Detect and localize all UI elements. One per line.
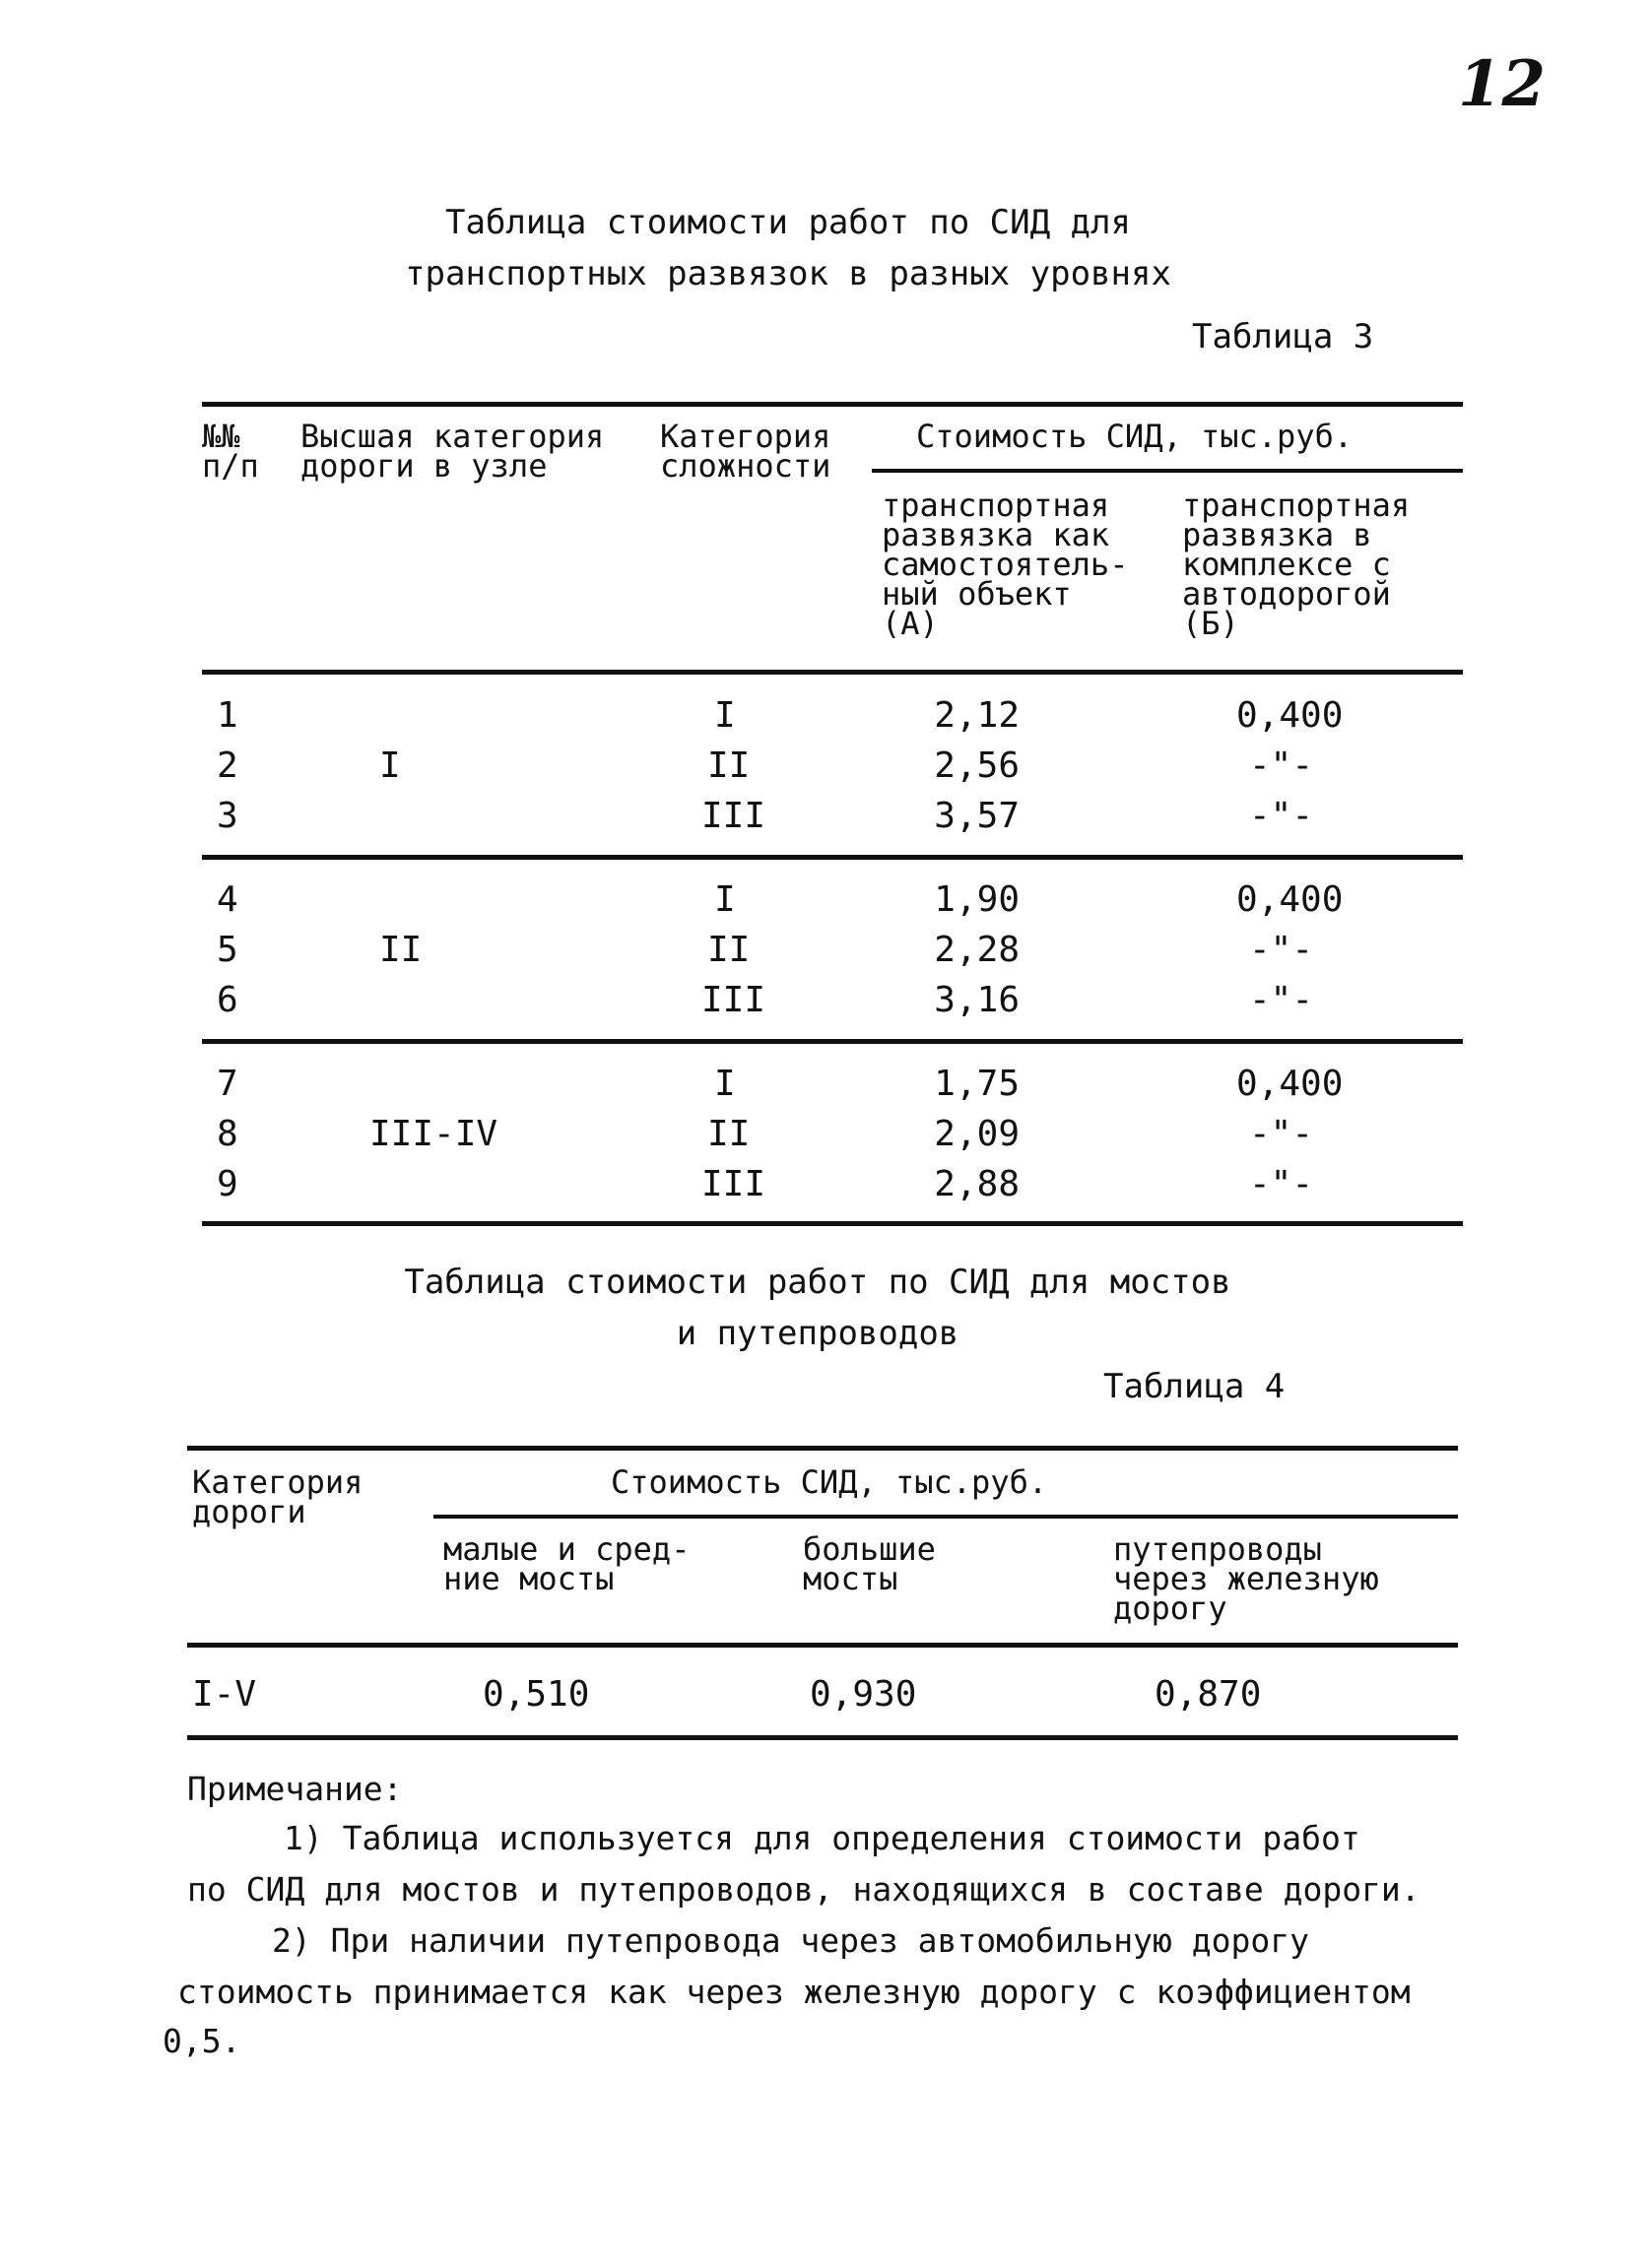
table-row-value-b: 0,400 bbox=[1236, 1064, 1344, 1104]
notes-line2: по СИД для мостов и путепроводов, находящихся в составе дороги. bbox=[187, 1870, 1421, 1909]
table3-group3-category: III-IV bbox=[369, 1114, 498, 1154]
table4-header-overpass: путепроводы через железную дорогу bbox=[1113, 1530, 1379, 1627]
table3-group2-category: II bbox=[379, 930, 423, 970]
table-row-value-a: 3,57 bbox=[934, 796, 1020, 836]
table-row-complexity: II bbox=[707, 745, 751, 786]
table4-row-small: 0,510 bbox=[483, 1674, 590, 1715]
table-row-value-a: 1,75 bbox=[934, 1064, 1020, 1104]
table4-row-overpass: 0,870 bbox=[1155, 1674, 1262, 1715]
table4-title-line2: и путепроводов bbox=[676, 1314, 959, 1353]
table-row-value-b: -"- bbox=[1249, 980, 1314, 1020]
table3-header-complexity: Категория сложности bbox=[660, 418, 831, 485]
table-row-complexity: I bbox=[714, 695, 736, 736]
table-row-value-b: 0,400 bbox=[1236, 695, 1344, 736]
table4-header-small: малые и сред- ние мосты bbox=[443, 1530, 691, 1597]
table4-header-category: Категория дороги bbox=[192, 1463, 363, 1530]
page-number: 12 bbox=[1458, 47, 1547, 121]
table-row-value-a: 2,56 bbox=[934, 745, 1020, 786]
table-row-num: 9 bbox=[217, 1164, 238, 1204]
table4-row-large: 0,930 bbox=[810, 1674, 917, 1715]
table-row-num: 8 bbox=[217, 1114, 238, 1154]
table-row-value-b: -"- bbox=[1249, 930, 1314, 970]
table-row-num: 4 bbox=[217, 879, 238, 920]
table4-row-category: I-V bbox=[192, 1674, 257, 1715]
notes-line3: 2) При наличии путепровода через автомобильную дорогу bbox=[272, 1921, 1309, 1960]
table-row-value-a: 2,12 bbox=[934, 695, 1020, 736]
table3-top-rule bbox=[202, 402, 1463, 407]
table-row-value-a: 1,90 bbox=[934, 879, 1020, 920]
table4-cost-rule bbox=[433, 1515, 1458, 1519]
table-row-complexity: III bbox=[701, 796, 766, 836]
table-row-complexity: I bbox=[714, 879, 736, 920]
table3-header-category: Высшая категория дороги в узле bbox=[300, 418, 605, 485]
table-row-complexity: III bbox=[701, 1164, 766, 1204]
table-row-value-b: -"- bbox=[1249, 745, 1314, 786]
table-row-complexity: I bbox=[714, 1064, 736, 1104]
table-row-complexity: III bbox=[701, 980, 766, 1020]
table4-header-rule bbox=[187, 1643, 1458, 1648]
table-row-complexity: II bbox=[707, 930, 751, 970]
table4-title bbox=[325, 1257, 1310, 1359]
table-row-value-a: 3,16 bbox=[934, 980, 1020, 1020]
table3-group-rule bbox=[202, 1039, 1463, 1044]
table4-top-rule bbox=[187, 1446, 1458, 1451]
table-row-num: 6 bbox=[217, 980, 238, 1020]
table3-title-line1: Таблица стоимости работ по СИД для bbox=[445, 203, 1131, 242]
table3-header-rule bbox=[202, 670, 1463, 675]
table-row-value-b: -"- bbox=[1249, 796, 1314, 836]
table-row-num: 7 bbox=[217, 1064, 238, 1104]
table3-group-rule bbox=[202, 855, 1463, 860]
notes-line5: 0,5. bbox=[163, 2022, 241, 2060]
table3-bottom-rule bbox=[202, 1221, 1463, 1226]
table-row-value-b: -"- bbox=[1249, 1164, 1314, 1204]
table-row-value-a: 2,09 bbox=[934, 1114, 1020, 1154]
table3-label: Таблица 3 bbox=[1192, 317, 1374, 356]
table-row-complexity: II bbox=[707, 1114, 751, 1154]
table3-group1-category: I bbox=[379, 745, 401, 786]
table4-header-cost: Стоимость СИД, тыс.руб. bbox=[611, 1463, 1048, 1501]
table3-header-cost: Стоимость СИД, тыс.руб. bbox=[916, 418, 1354, 455]
table3-cost-rule bbox=[872, 469, 1463, 473]
table3-header-num: №№ п/п bbox=[202, 418, 259, 485]
table-row-value-a: 2,88 bbox=[934, 1164, 1020, 1204]
table-row-value-b: -"- bbox=[1249, 1114, 1314, 1154]
table-row-value-a: 2,28 bbox=[934, 930, 1020, 970]
table-row-num: 3 bbox=[217, 796, 238, 836]
table3-title-line2: транспортных развязок в разных уровнях bbox=[405, 254, 1171, 293]
table-row-num: 5 bbox=[217, 930, 238, 970]
table3-header-col-a: транспортная развязка как самостоятель- ный объект (А) bbox=[882, 486, 1129, 642]
table-row-value-b: 0,400 bbox=[1236, 879, 1344, 920]
notes-line4: стоимость принимается как через железную дорогу с коэффициентом bbox=[177, 1973, 1411, 2011]
notes-heading: Примечание: bbox=[187, 1770, 403, 1808]
table-row-num: 2 bbox=[217, 745, 238, 786]
table3-title bbox=[296, 197, 1281, 299]
table3-header-col-b: транспортная развязка в комплексе с автодорогой (Б) bbox=[1182, 486, 1411, 642]
notes-line1: 1) Таблица используется для определения стоимости работ bbox=[284, 1819, 1360, 1857]
table4-title-line1: Таблица стоимости работ по СИД для мостов bbox=[404, 1263, 1231, 1302]
table4-label: Таблица 4 bbox=[1103, 1367, 1286, 1406]
table4-header-large: большие мосты bbox=[803, 1530, 936, 1597]
table4-bottom-rule bbox=[187, 1735, 1458, 1740]
table-row-num: 1 bbox=[217, 695, 238, 736]
